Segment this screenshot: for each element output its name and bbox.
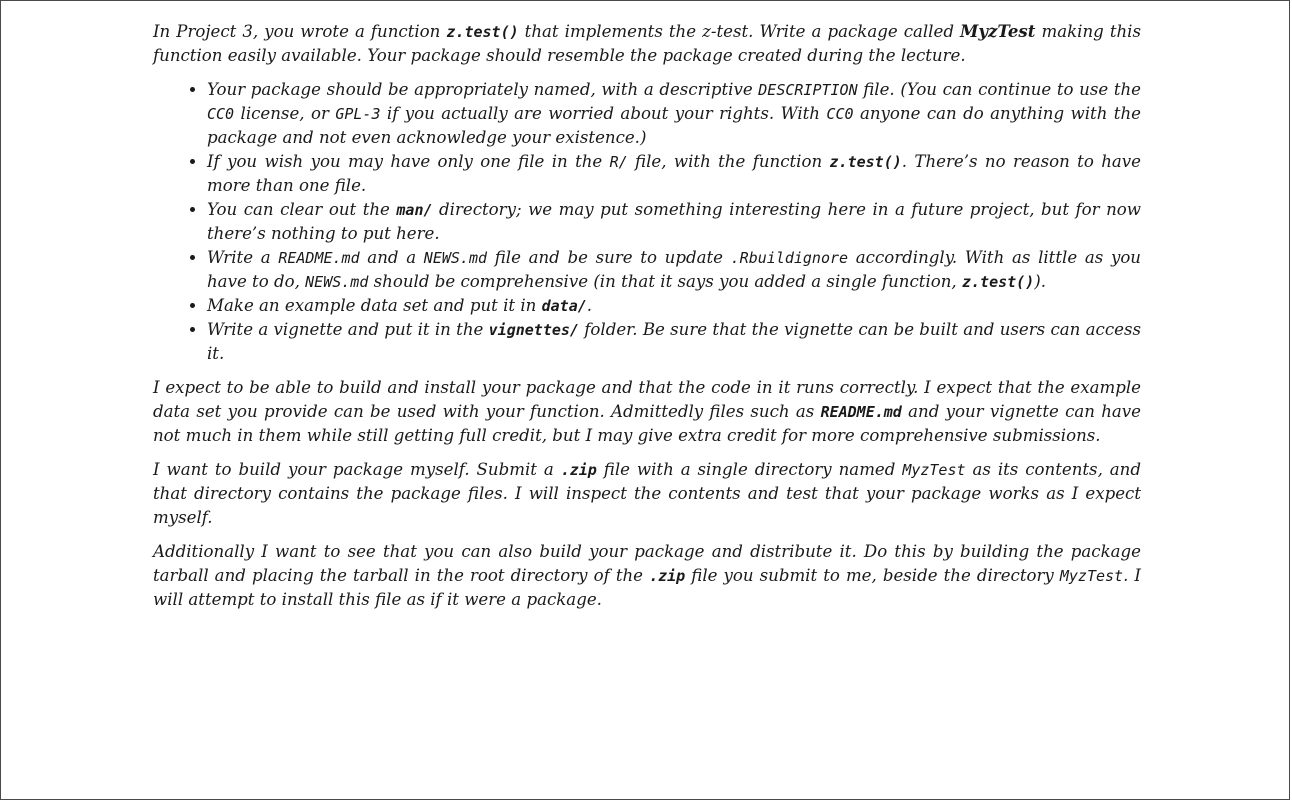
text-span: file, with the function — [627, 152, 830, 171]
text-span: In Project 3, you wrote a function — [153, 22, 447, 41]
text-span: that implements the z-test. Write a package called — [518, 22, 960, 41]
code-span: R/ — [609, 153, 628, 171]
text-span: directory; we may put something interesting here in a future project, but for now there’s nothing to put here. — [207, 200, 1141, 243]
code-span: GPL-3 — [335, 105, 381, 123]
text-span: Additionally I want to see that you can also build your package and distribute it. Do this by building the package tarball and placing the tarball in the root directory of the — [153, 542, 1141, 585]
text-span: Your package should be appropriately named, with a descriptive — [207, 80, 759, 99]
package-name: MyzTest — [959, 21, 1036, 41]
code-span: CC0 — [207, 105, 235, 123]
code-span: MyzTest — [1059, 567, 1124, 585]
text-span: and a — [359, 248, 424, 267]
list-item — [207, 318, 1141, 366]
code-span: z.test() — [961, 273, 1035, 291]
text-span: file you submit to me, beside the directory — [685, 566, 1060, 585]
list-item — [207, 78, 1141, 150]
text-span: accordingly. With as little as you have to do, — [207, 248, 1141, 291]
list-item — [207, 150, 1141, 198]
text-span: file with a single directory named — [596, 460, 903, 479]
code-span: NEWS.md — [423, 249, 488, 267]
distribution-paragraph — [153, 540, 1141, 612]
text-span: making this function easily available. Your package should resemble the package created during the lecture. — [153, 22, 1141, 65]
list-item — [207, 294, 1141, 318]
code-span: z.test() — [829, 153, 902, 171]
code-span: NEWS.md — [305, 273, 369, 291]
text-span: license, or — [234, 104, 336, 123]
document-body — [153, 19, 1141, 622]
text-span: folder. Be sure that the vignette can be built and users can access it. — [207, 320, 1141, 363]
text-span: . I will attempt to install this file as if it were a package. — [153, 566, 1141, 609]
text-span: ). — [1034, 272, 1046, 291]
requirements-list — [153, 78, 1141, 366]
text-span: Write a — [207, 248, 279, 267]
text-span: If you wish you may have only one file in the — [207, 152, 610, 171]
list-item — [207, 246, 1141, 294]
text-span: file and be sure to update — [487, 248, 731, 267]
text-span: and your vignette can have not much in them while still getting full credit, but I may give extra credit for more comprehensive submissions. — [153, 402, 1141, 445]
code-span: README.md — [278, 249, 360, 267]
text-span: I expect to be able to build and install your package and that the code in it runs correctly. I expect that the example data set you provide can be used with your function. Admittedly files such as — [153, 378, 1141, 421]
code-span: README.md — [820, 403, 902, 421]
intro-paragraph — [153, 19, 1141, 68]
text-span: should be comprehensive (in that it says you added a single function, — [368, 272, 962, 291]
text-span: as its contents, and that directory contains the package files. I will inspect the contents and test that your package works as I expect myself. — [153, 460, 1141, 527]
code-span: .zip — [560, 461, 597, 479]
list-item — [207, 198, 1141, 246]
text-span: You can clear out the — [207, 200, 397, 219]
text-span: . There’s no reason to have more than one file. — [207, 152, 1141, 195]
code-span: MyzTest — [902, 461, 966, 479]
text-span: I want to build your package myself. Submit a — [153, 460, 561, 479]
text-span: Make an example data set and put it in — [207, 296, 542, 315]
code-span: .zip — [649, 567, 686, 585]
text-span: anyone can do anything with the package and not even acknowledge your existence.) — [207, 104, 1141, 147]
text-span: Write a vignette and put it in the — [207, 320, 489, 339]
code-span: man/ — [396, 201, 433, 219]
code-span: .Rbuildignore — [730, 249, 849, 267]
text-span: if you actually are worried about your rights. With — [380, 104, 827, 123]
code-span: data/ — [541, 297, 587, 315]
code-span: z.test() — [446, 23, 519, 41]
text-span: file. (You can continue to use the — [857, 80, 1141, 99]
code-span: DESCRIPTION — [758, 81, 858, 99]
text-span: . — [586, 296, 593, 315]
code-span: CC0 — [826, 105, 854, 123]
code-span: vignettes/ — [488, 321, 579, 339]
expectations-paragraph — [153, 376, 1141, 448]
submission-paragraph — [153, 458, 1141, 530]
